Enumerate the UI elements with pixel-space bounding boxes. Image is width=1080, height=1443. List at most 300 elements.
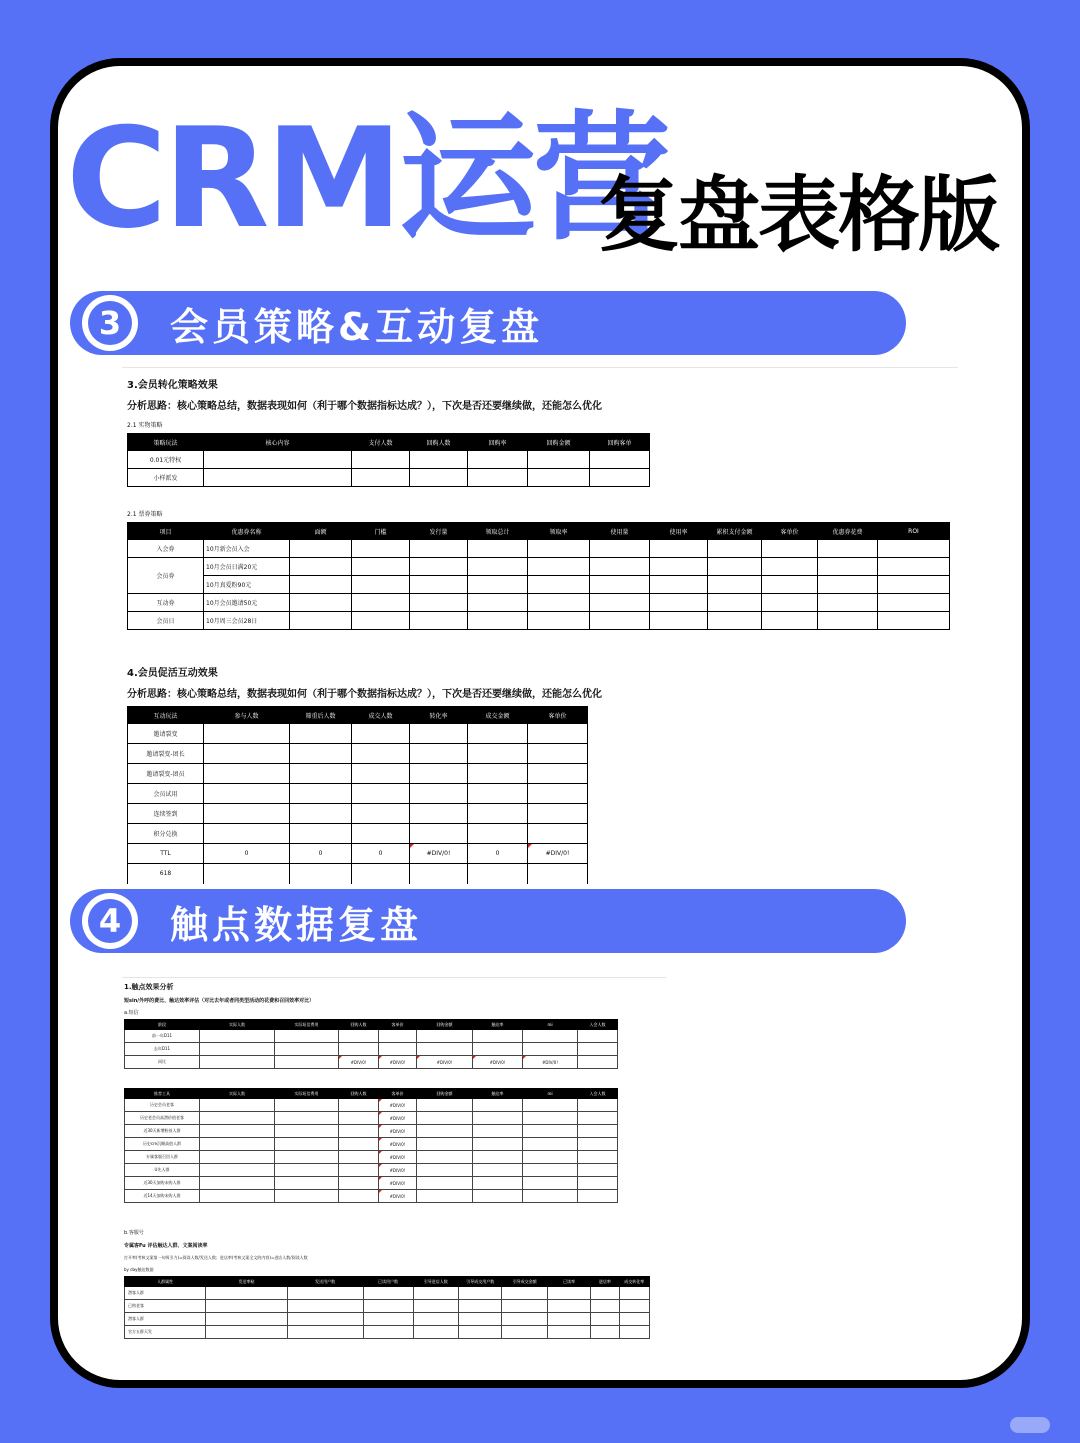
table-row: [128, 612, 950, 630]
table-cell: [878, 612, 950, 630]
column-header: 互动玩法: [128, 707, 204, 724]
table-cell: [204, 451, 352, 469]
table-cell: [275, 1056, 339, 1069]
table-cell: [410, 724, 468, 744]
table-cell: [878, 558, 950, 576]
column-header: 回购金额: [417, 1089, 473, 1099]
table-cell: [528, 784, 588, 804]
table-cell: [459, 1326, 502, 1339]
table-cell: [528, 804, 588, 824]
sheet-member-conversion: [127, 376, 950, 630]
table-row: [125, 1043, 618, 1056]
table-cell: [200, 1030, 275, 1043]
column-header: 实际短信费用: [275, 1020, 339, 1030]
section-banner-4: [70, 889, 906, 953]
row-label: TTL: [128, 844, 204, 864]
table-cell: [275, 1151, 339, 1164]
table-cell: #DIV/0!: [379, 1056, 417, 1069]
total-cell: 0: [290, 844, 352, 864]
row-label: 积分兑换: [128, 824, 204, 844]
row-label: 入会券: [128, 540, 204, 558]
table-cell: #DIV/0!: [339, 1056, 379, 1069]
table-cell: [473, 1138, 523, 1151]
table-cell: [473, 1151, 523, 1164]
table-cell: [459, 1300, 502, 1313]
table-cell: [547, 1287, 590, 1300]
table-cell: [528, 824, 588, 844]
row-label: 会员券: [128, 558, 204, 594]
table-cell: #DIV/0!: [473, 1056, 523, 1069]
column-header: 入会人数: [578, 1020, 618, 1030]
table-cell: [379, 1043, 417, 1056]
table-cell: [468, 804, 528, 824]
table-cell: [547, 1313, 590, 1326]
table-cell: [578, 1056, 618, 1069]
table-cell: [200, 1138, 275, 1151]
column-header: 客单价: [762, 523, 818, 540]
table-cell: [590, 576, 650, 594]
coupon-name: 10月新会员入会: [204, 540, 290, 558]
table-cell: [413, 1287, 459, 1300]
row-label: 邀请裂变-团员: [128, 764, 204, 784]
table-cell: [708, 612, 762, 630]
table-row: [125, 1177, 618, 1190]
total-cell: #DIV/0!: [528, 844, 588, 864]
table-cell: [578, 1177, 618, 1190]
column-header: 触达率: [473, 1020, 523, 1030]
table-cell: [410, 594, 468, 612]
table-cell: [290, 784, 352, 804]
table-cell: [591, 1326, 619, 1339]
table-cell: [290, 804, 352, 824]
table-row: [128, 864, 588, 884]
table-cell: [650, 612, 708, 630]
table-row: [128, 724, 588, 744]
table-cell: [290, 594, 352, 612]
table-cell: [468, 824, 528, 844]
table-cell: [417, 1099, 473, 1112]
column-header: 回购客单: [590, 434, 650, 451]
column-header: 参与人数: [204, 707, 290, 724]
table-cell: [204, 744, 290, 764]
table-label: 2.1 实物策略: [127, 422, 163, 429]
table-cell: [591, 1300, 619, 1313]
section-number-badge: 3: [82, 295, 138, 351]
table-cell: [468, 558, 528, 576]
table-cell: [352, 744, 410, 764]
table-cell: [578, 1043, 618, 1056]
table-cell: [578, 1030, 618, 1043]
table-cell: [290, 540, 352, 558]
table-cell: [352, 540, 410, 558]
table-cell: [352, 724, 410, 744]
column-header: 优惠券花费: [818, 523, 878, 540]
table-cell: [290, 764, 352, 784]
table-cell: [413, 1300, 459, 1313]
table-cell: [290, 824, 352, 844]
table-cell: [473, 1164, 523, 1177]
coupon-strategy-table: [127, 522, 950, 630]
table-row: [128, 824, 588, 844]
table-cell: #DIV/0!: [379, 1138, 417, 1151]
table-cell: [339, 1099, 379, 1112]
table-cell: [200, 1190, 275, 1203]
page-title: CRM运营: [66, 98, 667, 259]
table-cell: [410, 784, 468, 804]
column-header: 客单价: [528, 707, 588, 724]
table-cell: [417, 1138, 473, 1151]
row-label: 会员日: [128, 612, 204, 630]
table-cell: [413, 1313, 459, 1326]
table-cell: [523, 1099, 578, 1112]
column-header: 回购人数: [339, 1020, 379, 1030]
sheet-member-activation: [127, 664, 602, 884]
column-header: 入会人数: [578, 1089, 618, 1099]
column-header: 引导成交金额: [502, 1277, 548, 1287]
column-header: 面额: [290, 523, 352, 540]
interaction-table: [127, 706, 588, 884]
table-cell: [502, 1326, 548, 1339]
table-cell: [591, 1287, 619, 1300]
table-cell: [410, 558, 468, 576]
table-cell: [473, 1190, 523, 1203]
table-cell: #DIV/0!: [379, 1177, 417, 1190]
table-cell: [528, 469, 590, 487]
table-cell: #DIV/0!: [523, 1056, 578, 1069]
table-cell: [502, 1287, 548, 1300]
table-cell: [352, 558, 410, 576]
table-cell: [379, 1030, 417, 1043]
sheet-subtitle: 分析思路：核心策略总结，数据表现如何（利于哪个数据指标达成？），下次是否还要继续做，还能怎么优化: [127, 689, 602, 700]
sms-tool-table: [124, 1088, 618, 1203]
table-cell: [339, 1043, 379, 1056]
table-cell: [410, 744, 468, 764]
table-cell: [547, 1326, 590, 1339]
table-cell: [502, 1313, 548, 1326]
table-cell: [878, 576, 950, 594]
table-row: [125, 1125, 618, 1138]
column-header: 使用量: [590, 523, 650, 540]
table-label: 2.1 票券策略: [127, 511, 163, 518]
table-cell: [762, 612, 818, 630]
total-row: [128, 844, 588, 864]
table-cell: [528, 744, 588, 764]
sheet-subtitle: 分析思路：核心策略总结，数据表现如何（利于哪个数据指标达成？），下次是否还要继续做，还能怎么优化: [127, 401, 602, 412]
table-row: [125, 1300, 650, 1313]
formula-note: 打开率(考核文案第一句吸引力)=阅读人数/发送人数；进店率(考核文案全文的内容)=进店人数/阅读人数: [124, 1255, 308, 1260]
table-cell: [204, 469, 352, 487]
total-cell: #DIV/0!: [410, 844, 468, 864]
table-row: [125, 1287, 650, 1300]
table-cell: [591, 1313, 619, 1326]
coupon-name: 10月真爱粉90元: [204, 576, 290, 594]
table-cell: [578, 1164, 618, 1177]
sheet-touchpoint: [124, 982, 650, 1339]
page-subtitle: 复盘表格版: [598, 168, 999, 263]
column-header: 实际短信费用: [275, 1089, 339, 1099]
table-row: [128, 804, 588, 824]
row-label: 小样派发: [128, 469, 204, 487]
table-cell: [287, 1287, 363, 1300]
section-title: 触点数据复盘: [170, 902, 423, 947]
sheet-subtitle: 短sin/外呼的费比、触达效率评估（对比去年或者同类型活动的花费和召回效率对比）: [124, 998, 315, 1004]
table-cell: [818, 612, 878, 630]
table-cell: [363, 1313, 413, 1326]
table-row: [128, 576, 950, 594]
table-cell: [619, 1287, 649, 1300]
total-cell: 0: [204, 844, 290, 864]
row-label: 官方五群天发: [125, 1326, 206, 1339]
row-label: 已购老客: [125, 1300, 206, 1313]
table-cell: [410, 576, 468, 594]
table-cell: [590, 451, 650, 469]
divider: [122, 367, 958, 368]
table-cell: [528, 612, 590, 630]
table-cell: [410, 824, 468, 844]
table-row: [128, 540, 950, 558]
table-cell: [275, 1125, 339, 1138]
table-cell: [468, 744, 528, 764]
table-row: [128, 451, 650, 469]
table-cell: [528, 558, 590, 576]
table-cell: [468, 469, 528, 487]
table-cell: [762, 558, 818, 576]
table-cell: [352, 451, 410, 469]
physical-strategy-table: [127, 433, 650, 487]
column-header: 筛重后人数: [290, 707, 352, 724]
table-cell: [523, 1112, 578, 1125]
table-label: b.客服号: [124, 1230, 144, 1236]
column-header: 成交转化率: [619, 1277, 649, 1287]
column-header: 回购人数: [339, 1089, 379, 1099]
table-cell: [818, 576, 878, 594]
section-number-badge: 4: [82, 893, 138, 949]
table-cell: [410, 451, 468, 469]
table-cell: [410, 469, 468, 487]
table-row: [125, 1164, 618, 1177]
row-label: 潜客人群: [125, 1313, 206, 1326]
table-cell: [339, 1190, 379, 1203]
table-cell: [352, 764, 410, 784]
table-cell: [417, 1151, 473, 1164]
table-cell: [410, 804, 468, 824]
column-header: 核心内容: [204, 434, 352, 451]
table-cell: [590, 558, 650, 576]
table-cell: [410, 540, 468, 558]
table-cell: [468, 764, 528, 784]
table-cell: [528, 576, 590, 594]
table-cell: [650, 558, 708, 576]
row-label: 同比: [125, 1056, 200, 1069]
table-cell: [204, 864, 290, 884]
watermark-badge: [1010, 1417, 1050, 1433]
table-label: a.短信: [124, 1010, 139, 1016]
column-header: 支付人数: [352, 434, 410, 451]
table-cell: [523, 1138, 578, 1151]
table-cell: [650, 540, 708, 558]
row-label: 去年D11: [125, 1043, 200, 1056]
column-header: 发行量: [410, 523, 468, 540]
table-cell: [413, 1326, 459, 1339]
table-cell: [206, 1313, 287, 1326]
column-header: 成交金额: [468, 707, 528, 724]
table-cell: [528, 764, 588, 784]
table-cell: [818, 540, 878, 558]
row-label: 会员试用: [128, 784, 204, 804]
table-cell: [417, 1030, 473, 1043]
row-label: U先人群: [125, 1164, 200, 1177]
column-header: 已读用户数: [363, 1277, 413, 1287]
column-header: 累积支付金额: [708, 523, 762, 540]
table-cell: [473, 1099, 523, 1112]
sheet-title: 1.触点效果分析: [124, 983, 174, 991]
table-cell: [363, 1326, 413, 1339]
table-cell: [275, 1099, 339, 1112]
table-cell: [275, 1138, 339, 1151]
table-cell: [290, 864, 352, 884]
table-cell: [275, 1190, 339, 1203]
table-cell: [275, 1164, 339, 1177]
table-cell: [473, 1112, 523, 1125]
table-cell: [417, 1164, 473, 1177]
table-cell: [528, 594, 590, 612]
row-label: 互动券: [128, 594, 204, 612]
table-cell: [290, 558, 352, 576]
table-cell: [339, 1164, 379, 1177]
table-cell: [200, 1056, 275, 1069]
column-header: 转化率: [410, 707, 468, 724]
column-header: 发送率粘: [206, 1277, 287, 1287]
table-cell: [468, 784, 528, 804]
table-cell: [206, 1300, 287, 1313]
table-cell: [590, 540, 650, 558]
table-cell: [650, 594, 708, 612]
row-label: 历史会员老客: [125, 1099, 200, 1112]
table-cell: [290, 724, 352, 744]
column-header: 推荐工具: [125, 1089, 200, 1099]
table-cell: [523, 1164, 578, 1177]
table-row: [128, 558, 950, 576]
column-header: 引导进店人数: [413, 1277, 459, 1287]
table-cell: [200, 1177, 275, 1190]
divider: [122, 977, 666, 978]
table-row: [125, 1151, 618, 1164]
table-cell: [468, 864, 528, 884]
row-label: 0.01元特权: [128, 451, 204, 469]
table-cell: [290, 612, 352, 630]
column-header: roi: [523, 1089, 578, 1099]
table-cell: [206, 1287, 287, 1300]
table-cell: [200, 1164, 275, 1177]
table-cell: [528, 451, 590, 469]
table-cell: [204, 804, 290, 824]
table-cell: [528, 724, 588, 744]
column-header: 实际人数: [200, 1020, 275, 1030]
table-cell: [708, 594, 762, 612]
table-cell: [473, 1177, 523, 1190]
section-heading: 专属客Fu 评估触达人群、文案阅读率: [124, 1243, 208, 1249]
table-cell: [468, 724, 528, 744]
column-header: 触达率: [473, 1089, 523, 1099]
table-cell: [523, 1125, 578, 1138]
table-cell: [502, 1300, 548, 1313]
table-cell: [818, 558, 878, 576]
table-cell: [578, 1112, 618, 1125]
column-header: roi: [523, 1020, 578, 1030]
table-cell: [762, 576, 818, 594]
table-cell: [290, 744, 352, 764]
column-header: 引导成交用户数: [459, 1277, 502, 1287]
table-row: [128, 469, 650, 487]
table-cell: [290, 576, 352, 594]
column-header: 阶段: [125, 1020, 200, 1030]
column-header: 回购率: [468, 434, 528, 451]
table-cell: [523, 1190, 578, 1203]
row-label: 近30天新增粉丝人群: [125, 1125, 200, 1138]
table-cell: [878, 540, 950, 558]
sheet-title: 3.会员转化策略效果: [127, 380, 218, 391]
table-cell: [878, 594, 950, 612]
table-cell: [363, 1300, 413, 1313]
table-cell: [528, 864, 588, 884]
table-row: [128, 784, 588, 804]
table-cell: [200, 1112, 275, 1125]
row-label: 潜客人群: [125, 1287, 206, 1300]
table-cell: [287, 1300, 363, 1313]
column-header: 领取率: [528, 523, 590, 540]
table-row: [125, 1326, 650, 1339]
table-cell: [339, 1030, 379, 1043]
row-label: 邀请裂变-团长: [128, 744, 204, 764]
table-cell: [468, 576, 528, 594]
table-cell: [339, 1138, 379, 1151]
total-cell: 0: [352, 844, 410, 864]
table-cell: [468, 451, 528, 469]
table-cell: [417, 1125, 473, 1138]
table-cell: [417, 1112, 473, 1125]
column-header: 回购金额: [417, 1020, 473, 1030]
table-cell: [590, 612, 650, 630]
table-cell: [417, 1177, 473, 1190]
table-cell: [619, 1313, 649, 1326]
column-header: 实际人数: [200, 1089, 275, 1099]
table-row: [128, 744, 588, 764]
coupon-name: 10月会员邀请50元: [204, 594, 290, 612]
column-header: 回购人数: [410, 434, 468, 451]
table-cell: [204, 724, 290, 744]
row-label: 历史cre沉睡高值人群: [125, 1138, 200, 1151]
row-label: 历史老会员高潜价值老客: [125, 1112, 200, 1125]
column-header: 策略玩法: [128, 434, 204, 451]
table-cell: [200, 1043, 275, 1056]
column-header: ROI: [878, 523, 950, 540]
table-cell: #DIV/0!: [379, 1125, 417, 1138]
table-cell: [287, 1326, 363, 1339]
table-cell: [578, 1125, 618, 1138]
table-cell: [410, 764, 468, 784]
row-label: 618: [128, 864, 204, 884]
table-row: [125, 1056, 618, 1069]
table-row: [125, 1030, 618, 1043]
table-row: [125, 1099, 618, 1112]
table-cell: [206, 1326, 287, 1339]
table-cell: [352, 824, 410, 844]
table-cell: [352, 612, 410, 630]
table-cell: [410, 612, 468, 630]
table-cell: [287, 1313, 363, 1326]
table-cell: #DIV/0!: [379, 1151, 417, 1164]
table-cell: [468, 612, 528, 630]
